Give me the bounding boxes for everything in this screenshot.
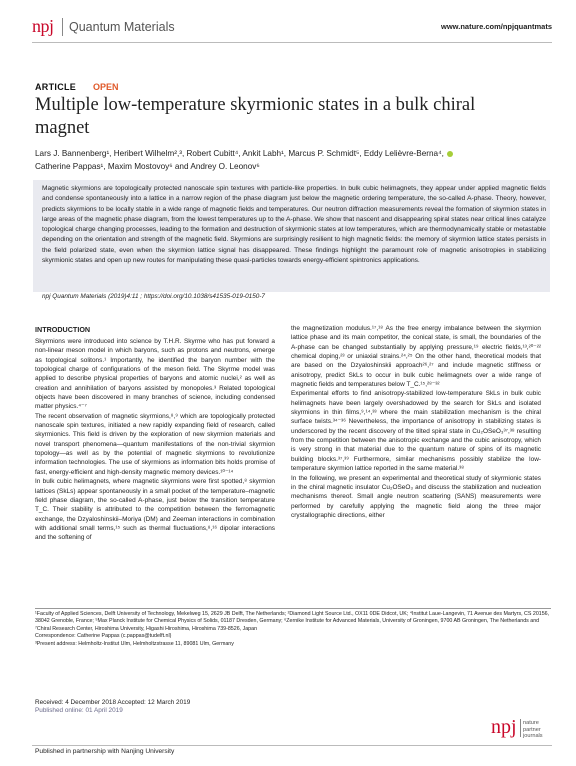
body-paragraph: Experimental efforts to find anisotropy-stabilized low-temperature SkLs in bulk cubic helimagnets have been largely overshadowed by the search for SkLs and isolated skyrmions in thin films,⁹,¹⁴,³³ where the main stabilization mechanism is the chiral surface twists.³⁴⁻³⁶ Nevertheless, the importance of anisotropy in stabilizing states is underscored by the recent discovery of the tilted spiral state in Cu₂OSeO₃³⁷,³⁸ resulting from the competition between the anisotropic exchange and the cubic anisotropy, which is very strong in that material due to the quantum nature of spins of its magnetic building blocks.³⁷,³⁹ Furthermore, similar mechanisms possibly stabilize the low-temperature skyrmion lattice reported in the same material.³⁸ (291, 390, 541, 473)
citation-doi-link[interactable]: npj Quantum Materials (2019)4:11 ; https://doi.org/10.1038/s41535-019-0150-7 (42, 293, 265, 300)
partner-statement: Published in partnership with Nanjing University (35, 748, 175, 755)
footnote-rule (35, 608, 551, 609)
np-logo-mark: npj (491, 716, 517, 738)
article-title: Multiple low-temperature skyrmionic states in a bulk chiral magnet (35, 95, 476, 138)
footer-rule (32, 745, 552, 746)
open-access-badge: OPEN (93, 82, 119, 92)
header-rule (32, 42, 552, 43)
article-type: ARTICLE (35, 82, 77, 92)
journal-url-link[interactable]: www.nature.com/npjquantmats (441, 22, 552, 31)
logo-divider (62, 18, 63, 36)
body-paragraph: The recent observation of magnetic skyrmions,⁸,⁹ which are topologically protected nanoscale spin textures, initiated a new rapidly expanding field of research, called skyrmionics. This field is driven by the exploration of new skyrmion materials and novel transport phenomena—quantum manifestations of the non-trivial skyrmion topology—as well as by the potential of magnetic skyrmions to revolutionize information technologies. The use of skyrmions as information bits holds promise of fast, energy-efficient and high-density magnetic memory devices.¹⁰⁻¹⁴ (35, 412, 275, 476)
author-list (35, 148, 545, 173)
journal-name: Quantum Materials (69, 20, 175, 34)
published-date: Published online: 01 April 2019 (35, 707, 123, 714)
abstract-text: Magnetic skyrmions are topologically protected nanoscale spin textures with particle-like properties. In bulk cubic helimagnets, they appear under applied magnetic fields and condense spontaneously into a lattice in a narrow region of the phase diagram just below the magnetic ordering temperature, the so-called A-phase. Theory, however, predicts skyrmions to be locally stable in a wide range of magnetic fields and temperatures. Our neutron diffraction measurements reveal the formation of skyrmion states in large areas of the magnetic phase diagram, from the lowest temperatures up to the A-phase. We show that nascent and disappearing spiral states near critical lines catalyze topological charge changing processes, leading to the formation and destruction of skyrmionic states at low temperatures, which are thermodynamically stable or metastable depending on the orientation and strength of the magnetic field. Skyrmions are surprisingly resilient to high magnetic fields: the memory of skyrmion lattice states persists in the field polarized state, even when the skyrmion lattice signal has disappeared. These findings highlight the paramount role of magnetic anisotropies in stabilizing skyrmionic states and open up new routes for manipulating these quasi-particles towards energy-efficient spintronics applications. (42, 185, 546, 265)
present-address: ³Present address: Helmholtz-Institut Ulm, Helmholtzstrasse 11, 89081 Ulm, Germany (35, 640, 234, 647)
nature-partner-journals-logo (491, 710, 546, 744)
body-paragraph: In bulk cubic helimagnets, where magnetic skyrmions were first spotted,⁸ skyrmion lattices (SkLs) appear spontaneously in a small pocket of the temperature–magnetic field phase diagram, the so-called A-phase, just below the transition temperature T_C. Their stability is attributed to the competition between the ferromagnetic exchange, the Dzyaloshinskii–Moriya (DM) and Zeeman interactions in combination with additional small terms,¹⁵ such as thermal fluctuations,⁸,¹⁶ dipolar interactions and the softening of (35, 478, 275, 542)
body-column-right (291, 324, 541, 520)
npj-logo: npj (32, 16, 54, 36)
introduction-heading: INTRODUCTION (35, 325, 91, 334)
affiliations: ¹Faculty of Applied Sciences, Delft University of Technology, Mekelweg 15, 2629 JB Delft, The Netherlands; ²Diamond Light Source Ltd., OX11 0DE Didcot, UK; ⁴Institut Laue-Langevin, 71 Avenue des Martyrs, CS 20156, 38042 Grenoble, France; ⁵Max Planck Institute for Chemical Physics of Solids, 01187 Dresden, Germany; ⁶Zernike Institute for Advanced Materials, University of Groningen, 9700 AB Groningen, The Netherlands and ⁷Chiral Research Center, Hiroshima University, Higashi Hiroshima, Hiroshima 739-8526, Japan (35, 611, 550, 632)
page-header (32, 12, 552, 42)
footnotes (35, 611, 551, 648)
orcid-icon[interactable] (447, 151, 453, 157)
body-paragraph: In the following, we present an experimental and theoretical study of skyrmionic states in the chiral magnetic insulator Cu₂OSeO₃ and discuss the stabilization and nucleation mechanisms thereof. Small angle neutron scattering (SANS) measurements were performed by carefully applying the magnetic field along the three major crystallographic directions, either (291, 474, 541, 519)
authors-line-1: Lars J. Bannenberg¹, Heribert Wilhelm²,³, Robert Cubitt⁴, Ankit Labh¹, Marcus P. Schmidt⁵, Eddy Lelièvre-Berna⁴, (35, 148, 545, 161)
body-paragraph: the magnetization modulus.¹⁷,¹⁸ As the free energy imbalance between the skyrmion lattice phase and its main competitor, the conical state, is small, the boundaries of the A-phase can be changed substantially by applying pressure,¹⁹ electric fields,¹³,²⁰⁻²² chemical doping,²³ or uniaxial strains.²⁴,²⁵ On the other hand, theoretical models that are based on the Dzyaloshinskii approach²⁶,²⁷ and include magnetic stiffness or anisotropy, predict SkLs to occur in bulk cubic helimagnets over a wide range of magnetic fields and temperatures below T_C.¹⁵,²⁸⁻³² (291, 325, 541, 389)
np-logo-text: nature partner journals (523, 720, 543, 740)
body-column-left (35, 337, 275, 543)
authors-line-2: Catherine Pappas¹, Maxim Mostovoy⁶ and Andrey O. Leonov⁶ (35, 161, 260, 171)
received-dates: Received: 4 December 2018 Accepted: 12 March 2019 (35, 699, 191, 706)
np-logo-divider (520, 719, 521, 737)
body-paragraph: Skyrmions were introduced into science by T.H.R. Skyrme who has put forward a non-linear meson model in which baryons, such as protons and neutrons, emerge as topological solitons.¹ Importantly, he identified the baryon number with the topological charge of configurations of the meson field. The Skyrme model was applied to describe physical properties of baryons and atomic nuclei,² as well as creation and annihilation of baryons assisted by monopoles.³ Related topological objects have been discovered in many branches of science, including condensed matter physics.⁴⁻⁷ (35, 338, 275, 411)
correspondence-link[interactable]: Correspondence: Catherine Pappas (c.pappas@tudelft.nl) (35, 633, 172, 640)
